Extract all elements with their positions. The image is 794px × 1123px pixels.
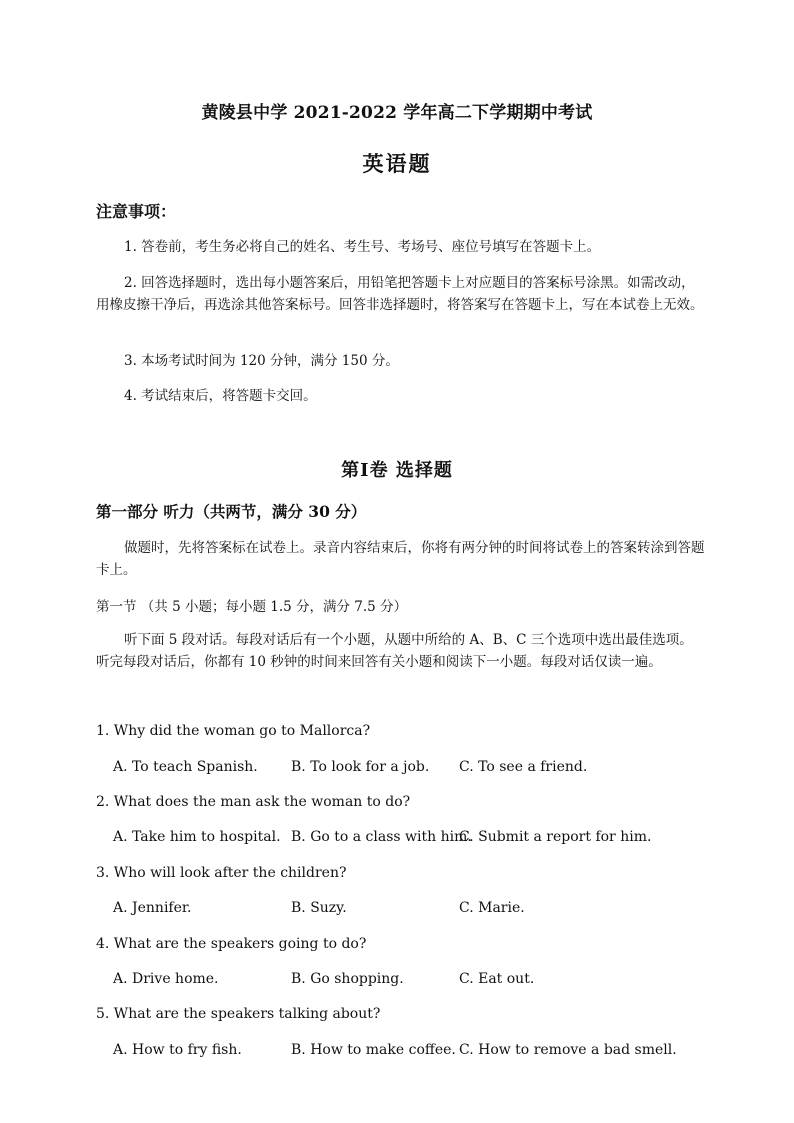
option-a: A. How to fry fish. <box>113 1042 242 1058</box>
option-c: C. Eat out. <box>459 971 535 987</box>
option-a: A. To teach Spanish. <box>113 759 258 775</box>
option-b: B. Go to a class with him. <box>291 829 472 845</box>
option-a: A. Take him to hospital. <box>113 829 281 845</box>
option-c: C. Marie. <box>459 900 525 916</box>
exam-subject: 英语题 <box>362 151 432 176</box>
option-b: B. To look for a job. <box>291 759 430 775</box>
question-stem: 1. Why did the woman go to Mallorca? <box>96 723 371 739</box>
part-intro: 做题时，先将答案标在试卷上。录音内容结束后，你将有两分钟的时间将试卷上的答案转涂到答题卡上。 <box>96 540 705 578</box>
notice-item-2: 2. 回答选择题时，选出每小题答案后，用铅笔把答题卡上对应题目的答案标号涂黑。如需改动，用橡皮擦干净后，再选涂其他答案标号。回答非选择题时，将答案写在答题卡上，写在本试卷上无效。 <box>96 275 704 313</box>
option-c: C. Submit a report for him. <box>459 829 652 845</box>
option-b: B. Suzy. <box>291 900 347 916</box>
option-a: A. Jennifer. <box>113 900 192 916</box>
section-title: 第Ⅰ卷 选择题 <box>341 460 453 481</box>
question-stem: 3. Who will look after the children? <box>96 865 347 881</box>
question-stem: 5. What are the speakers talking about? <box>96 1006 381 1022</box>
option-a: A. Drive home. <box>113 971 219 987</box>
sub-section-title: 第一节 （共 5 小题；每小题 1.5 分，满分 7.5 分） <box>96 599 408 615</box>
option-c: C. How to remove a bad smell. <box>459 1042 677 1058</box>
question-stem: 2. What does the man ask the woman to do? <box>96 794 411 810</box>
exam-title: 黄陵县中学 2021-2022 学年高二下学期期中考试 <box>201 103 593 123</box>
option-b: B. Go shopping. <box>291 971 404 987</box>
notice-heading: 注意事项： <box>96 202 177 221</box>
notice-item-1: 1. 答卷前，考生务必将自己的姓名、考生号、考场号、座位号填写在答题卡上。 <box>124 239 601 255</box>
notice-item-3: 3. 本场考试时间为 120 分钟，满分 150 分。 <box>124 353 399 369</box>
option-c: C. To see a friend. <box>459 759 588 775</box>
question-stem: 4. What are the speakers going to do? <box>96 936 367 952</box>
notice-item-4: 4. 考试结束后，将答题卡交回。 <box>124 388 317 404</box>
part-title: 第一部分 听力（共两节，满分 30 分） <box>96 502 367 521</box>
option-b: B. How to make coffee. <box>291 1042 456 1058</box>
sub-section-intro: 听下面 5 段对话。每段对话后有一个小题，从题中所给的 A、B、C 三个选项中选出最佳选项。听完每段对话后，你都有 10 秒钟的时间来回答有关小题和阅读下一小题。每段对话仅读一遍。 <box>96 632 693 670</box>
